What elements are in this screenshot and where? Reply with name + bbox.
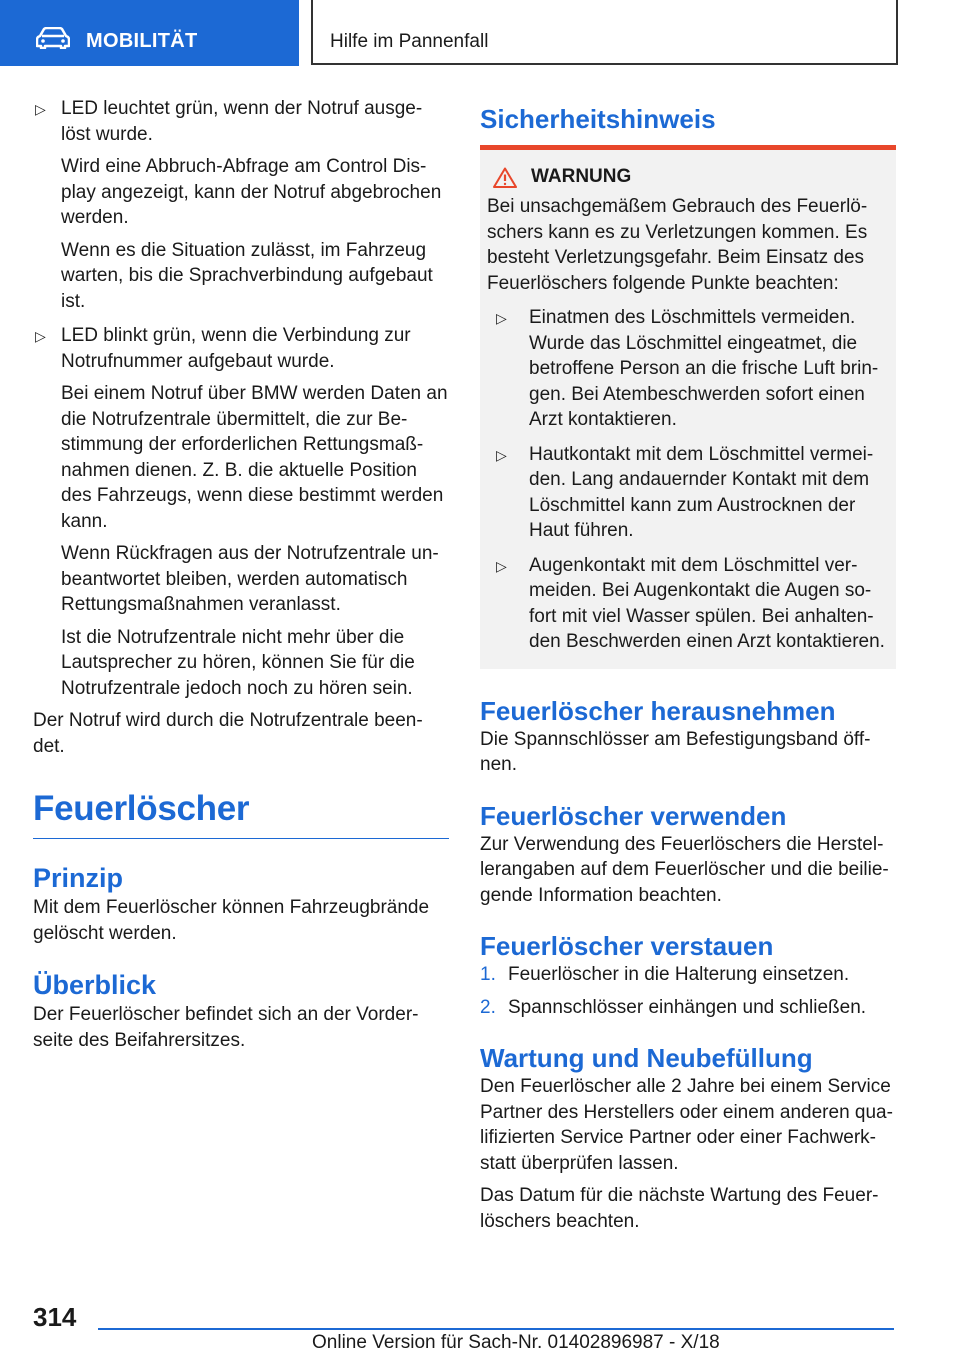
bullet-triangle-icon: ▷ <box>496 446 507 463</box>
footer-divider <box>98 1328 894 1330</box>
paragraph: Mit dem Feuerlöscher können Fahrzeugbrände gelöscht werden. <box>33 897 430 944</box>
bullet-triangle-icon: ▷ <box>35 328 46 344</box>
section-heading: Überblick <box>33 970 157 1000</box>
paragraph: Der Feuerlöscher befindet sich an der Vorder-seite des Beifahrersitzes. <box>33 1004 419 1051</box>
paragraph: Wenn es die Situation zulässt, im Fahrzeug warten, bis die Sprachverbindung aufgebaut ist. <box>61 239 433 312</box>
warning-header <box>493 166 888 188</box>
section-remove <box>480 695 896 778</box>
section-heading: Feuerlöscher verwenden <box>480 800 787 831</box>
paragraph: Augenkontakt mit dem Löschmittel ver-meiden. Bei Augenkontakt die Augen so-fort mit viel Wasser spülen. Bei anhalten-den Beschwerden einen Arzt kontaktieren. <box>529 554 885 652</box>
section-stow <box>480 930 896 1020</box>
bullet-triangle-icon: ▷ <box>35 101 46 117</box>
section-heading: Prinzip <box>33 863 124 893</box>
car-icon <box>36 27 70 49</box>
paragraph: Wenn Rückfragen aus der Notrufzentrale un-beantwortet bleiben, werden automatisch Rettungsmaßnahmen veranlasst. <box>61 543 439 615</box>
list-item <box>33 323 449 701</box>
paragraph: LED leuchtet grün, wenn der Notruf ausge-löst wurde. <box>61 98 423 145</box>
bullet-triangle-icon: ▷ <box>496 557 507 574</box>
list-item <box>480 962 896 988</box>
paragraph: Einatmen des Löschmittels vermeiden. Wurde das Löschmittel eingeatmet, die betroffene Person an die frische Luft brin-gen. Bei Atembeschwerden sofort einen Arzt kontaktieren. <box>529 307 879 430</box>
paragraph: Den Feuerlöscher alle 2 Jahre bei einem Service Partner des Herstellers oder einem anderen qua-lifizierten Service Partner oder einer Fachwerk-statt überprüfen lassen. <box>480 1076 893 1174</box>
left-column <box>33 96 449 1053</box>
warning-intro: Bei unsachgemäßem Gebrauch des Feuerlö-schers kann es zu Verletzungen kommen. Es besteht Verletzungsgefahr. Beim Einsatz des Feuerlöschers folgende Punkte beachten: <box>487 196 868 294</box>
section-service <box>480 1042 896 1234</box>
section-ueberblick <box>33 968 449 1053</box>
chapter-title: Hilfe im Pannenfall <box>330 31 489 52</box>
warning-item <box>494 305 888 433</box>
warning-item <box>494 553 888 655</box>
paragraph: Zur Verwendung des Feuerlöschers die Herstel-lerangaben auf dem Feuerlöscher und die beilie-gende Information beachten. <box>480 833 889 906</box>
paragraph: LED blinkt grün, wenn die Verbindung zur Notrufnummer aufgebaut wurde. <box>61 325 411 372</box>
list-item <box>480 995 896 1021</box>
paragraph: Ist die Notrufzentrale nicht mehr über die Lautsprecher zu hören, können Sie für die Notrufzentrale jedoch noch zu hören sein. <box>61 626 415 699</box>
chapter-tab <box>311 0 898 65</box>
paragraph: Hautkontakt mit dem Löschmittel vermei-den. Lang andauernder Kontakt mit dem Löschmittel kann zum Austrocknen der Haut führen. <box>529 443 874 541</box>
chapter-heading-block <box>33 789 449 839</box>
section-prinzip <box>33 861 449 946</box>
paragraph: Feuerlöscher in die Halterung einsetzen. <box>508 964 850 985</box>
paragraph: Wird eine Abbruch-Abfrage am Control Dis-play angezeigt, kann der Notruf abgebrochen werden. <box>61 156 442 228</box>
section-use <box>480 800 896 909</box>
section-heading: Feuerlöscher herausnehmen <box>480 695 836 726</box>
paragraph: Das Datum für die nächste Wartung des Feuer-löschers beachten. <box>480 1185 879 1232</box>
section-heading: Feuerlöscher verstauen <box>480 931 774 961</box>
step-number: 2. <box>480 996 496 1018</box>
step-number: 1. <box>480 964 496 985</box>
section-heading: Wartung und Neubefüllung <box>480 1043 813 1073</box>
right-column <box>480 103 896 1234</box>
section-title: MOBILITÄT <box>86 30 198 52</box>
page-number: 314 <box>33 1302 77 1332</box>
section-tab <box>0 0 299 66</box>
closing-paragraph: Der Notruf wird durch die Notrufzentrale been-det. <box>33 710 423 757</box>
footer-text: Online Version für Sach-Nr. 01402896987 - X/18 <box>312 1332 720 1353</box>
section-heading: Sicherheitshinweis <box>480 104 716 134</box>
paragraph: Die Spannschlösser am Befestigungsband öff-nen. <box>480 728 871 775</box>
bullet-triangle-icon: ▷ <box>496 310 507 326</box>
warning-label: WARNUNG <box>531 166 632 187</box>
paragraph: Spannschlösser einhängen und schließen. <box>508 996 867 1018</box>
warning-item <box>494 442 888 544</box>
warning-triangle-icon <box>493 167 517 188</box>
list-item <box>33 96 449 314</box>
warning-box <box>480 145 896 669</box>
page-title: Feuerlöscher <box>33 789 250 828</box>
paragraph: Bei einem Notruf über BMW werden Daten an die Notrufzentrale übermittelt, die zur Be-stimmung der erforderlichen Rettungsmaß-nahmen dienen. Z. B. die aktuelle Position des Fahrzeugs, wenn diese bestimmt werden kann. <box>61 383 448 532</box>
